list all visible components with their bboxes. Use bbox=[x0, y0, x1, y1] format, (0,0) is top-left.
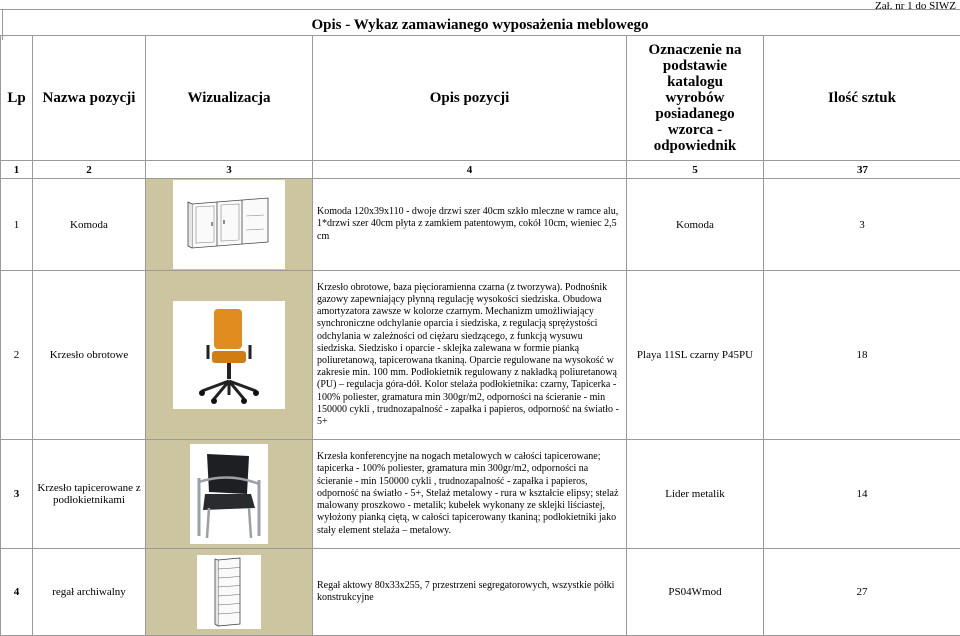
row-description: Krzesła konferencyjne na nogach metalowych w całości tapicerowane; tapicerka - 100% poliester, gramatura min 300gr/m2, odporności na ścieranie - min 150000 cykli , trudnozapalność - zapałka i papieros, odporność na światło - 5+, Stelaż metalowy - rura w kształcie elipsy; stelaż malowany proszkowo - metalik; kubełek wykonany ze sklejki liściastej, wyłożony pianką ciętą, w całości tapicerowany tkaniną; podłokietniki jako stały element stelaża – metalowy. bbox=[313, 440, 627, 549]
row-catalog: Playa 11SL czarny P45PU bbox=[627, 271, 764, 440]
header-row bbox=[1, 36, 960, 161]
row-quantity: 14 bbox=[764, 440, 960, 549]
header-name: Nazwa pozycji bbox=[33, 36, 146, 161]
col-number: 3 bbox=[146, 161, 313, 179]
table-row bbox=[1, 179, 960, 271]
attachment-note: Zał. nr 1 do SIWZ bbox=[875, 0, 956, 12]
row-name: Komoda bbox=[33, 179, 146, 271]
header-description: Opis pozycji bbox=[313, 36, 627, 161]
row-quantity: 18 bbox=[764, 271, 960, 440]
col-number: 2 bbox=[33, 161, 146, 179]
row-visualization bbox=[146, 440, 313, 549]
row-quantity: 27 bbox=[764, 549, 960, 636]
table-row bbox=[1, 440, 960, 549]
row-quantity: 3 bbox=[764, 179, 960, 271]
header-catalog: Oznaczenie na podstawie katalogu wyrobów posiadanego wzorca - odpowiednik bbox=[627, 36, 764, 161]
row-lp: 2 bbox=[1, 271, 33, 440]
row-description: Krzesło obrotowe, baza pięcioramienna czarna (z tworzywa). Podnośnik gazowy zapewniający płynną regulację wysokości siedziska. Obudowa amortyzatora zawsze w kolorze czarnym. Mechanizm umożliwiający synchroniczne odchylanie oparcia i siedziska, z regulacją sprężystości odchylania w zależności od ciężaru siedzącego, z funkcją wysuwu siedziska. Siedzisko i oparcie - sklejka zalewana w formie pianką poliuretanową, tapicerowana tkaniną. Oparcie regulowane na wysokość w zakresie min. 100 mm. Podłokietnik regulowany z nakładką poliuretanową (PU) – regulacja góra-dół. Kolor stelaża podłokietnika: czarny, Tapicerka - 100% poliester, gramatura min 300gr/m2, odporności na ścieranie - min 150000 cykli , trudnozapalność - zapałka i papieros, odporność na światło - 5+ bbox=[313, 271, 627, 440]
cabinet-drawing-icon bbox=[173, 180, 285, 269]
col-number: 5 bbox=[627, 161, 764, 179]
row-visualization bbox=[146, 271, 313, 440]
table-row bbox=[1, 549, 960, 636]
row-lp: 4 bbox=[1, 549, 33, 636]
header-lp: Lp bbox=[1, 36, 33, 161]
header-quantity: Ilość sztuk bbox=[764, 36, 960, 161]
column-number-row bbox=[1, 161, 960, 179]
row-lp: 1 bbox=[1, 179, 33, 271]
office-chair-photo bbox=[173, 301, 285, 409]
row-name: Krzesło tapicerowane z podłokietnikami bbox=[33, 440, 146, 549]
row-name: regał archiwalny bbox=[33, 549, 146, 636]
row-catalog: PS04Wmod bbox=[627, 549, 764, 636]
row-catalog: Komoda bbox=[627, 179, 764, 271]
table-row bbox=[1, 271, 960, 440]
row-visualization bbox=[146, 549, 313, 636]
document-title: Opis - Wykaz zamawianego wyposażenia meblowego bbox=[0, 17, 960, 34]
row-description: Komoda 120x39x110 - dwoje drzwi szer 40cm szkło mleczne w ramce alu, 1*drzwi szer 40cm płyta z zamkiem patentowym, cokół 10cm, wieniec 2,5 cm bbox=[313, 179, 627, 271]
col-number: 37 bbox=[764, 161, 960, 179]
furniture-table bbox=[0, 35, 960, 636]
row-catalog: Lider metalik bbox=[627, 440, 764, 549]
row-description: Regał aktowy 80x33x255, 7 przestrzeni segregatorowych, wszystkie półki konstrukcyjne bbox=[313, 549, 627, 636]
row-lp: 3 bbox=[1, 440, 33, 549]
col-number: 4 bbox=[313, 161, 627, 179]
conference-chair-photo bbox=[190, 444, 268, 544]
row-visualization bbox=[146, 179, 313, 271]
row-name: Krzesło obrotowe bbox=[33, 271, 146, 440]
header-visualization: Wizualizacja bbox=[146, 36, 313, 161]
bookshelf-drawing-icon bbox=[197, 555, 261, 629]
col-number: 1 bbox=[1, 161, 33, 179]
